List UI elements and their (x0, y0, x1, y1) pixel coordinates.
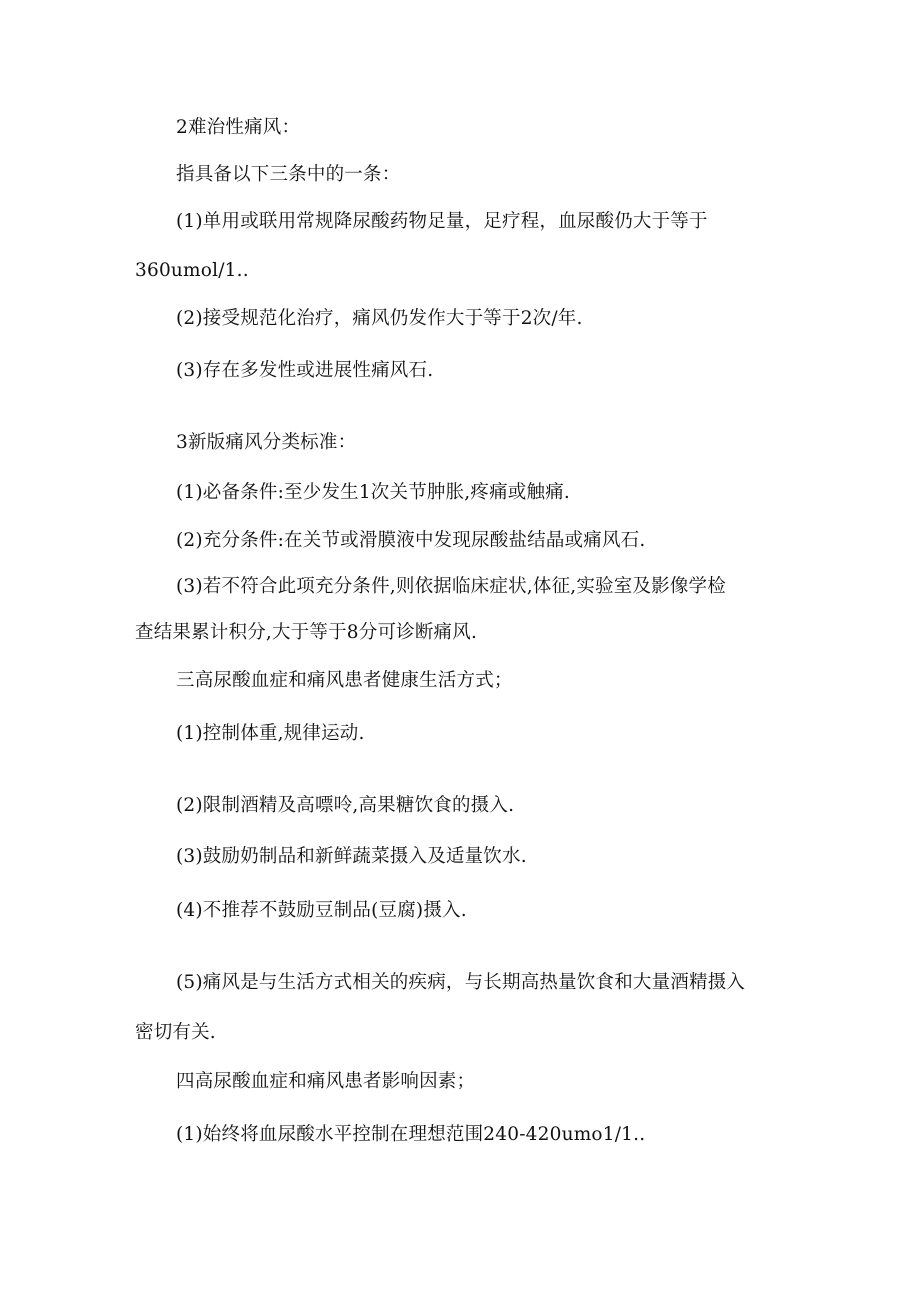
paragraph-line: 360umol/1.. (135, 260, 249, 281)
paragraph-line: (3)鼓励奶制品和新鲜蔬菜摄入及适量饮水. (176, 846, 527, 867)
paragraph-line: (1)始终将血尿酸水平控制在理想范围240-420umo1/1.. (176, 1124, 646, 1145)
paragraph-line: 查结果累计积分,大于等于8分可诊断痛风. (135, 622, 478, 643)
paragraph-line: (2)充分条件:在关节或滑膜液中发现尿酸盐结晶或痛风石. (176, 530, 646, 551)
paragraph-line: 密切有关. (135, 1022, 216, 1043)
paragraph-line: (3)若不符合此项充分条件,则依据临床症状,体征,实验室及影像学检 (176, 576, 726, 597)
heading-influencing-factors: 四高尿酸血症和痛风患者影响因素； (176, 1071, 476, 1092)
paragraph-line: (3)存在多发性或进展性痛风石. (176, 360, 434, 381)
paragraph-line: (4)不推荐不鼓励豆制品(豆腐)摄入. (176, 900, 467, 921)
paragraph-line: (1)控制体重,规律运动. (176, 723, 365, 744)
paragraph-line: (1)单用或联用常规降尿酸药物足量，足疗程，血尿酸仍大于等于 (176, 211, 708, 232)
paragraph-line: (2)接受规范化治疗，痛风仍发作大于等于2次/年. (176, 308, 583, 329)
paragraph-criteria-intro: 指具备以下三条中的一条： (176, 164, 401, 185)
paragraph-line: (2)限制酒精及高嘌呤,高果糖饮食的摄入. (176, 795, 515, 816)
heading-healthy-lifestyle: 三高尿酸血症和痛风患者健康生活方式； (176, 670, 513, 691)
heading-refractory-gout: 2难治性痛风： (176, 117, 301, 138)
heading-classification-criteria: 3新版痛风分类标准： (176, 432, 357, 453)
paragraph-line: (1)必备条件:至少发生1次关节肿胀,疼痛或触痛. (176, 482, 570, 503)
paragraph-line: (5)痛风是与生活方式相关的疾病，与长期高热量饮食和大量酒精摄入 (176, 972, 746, 993)
